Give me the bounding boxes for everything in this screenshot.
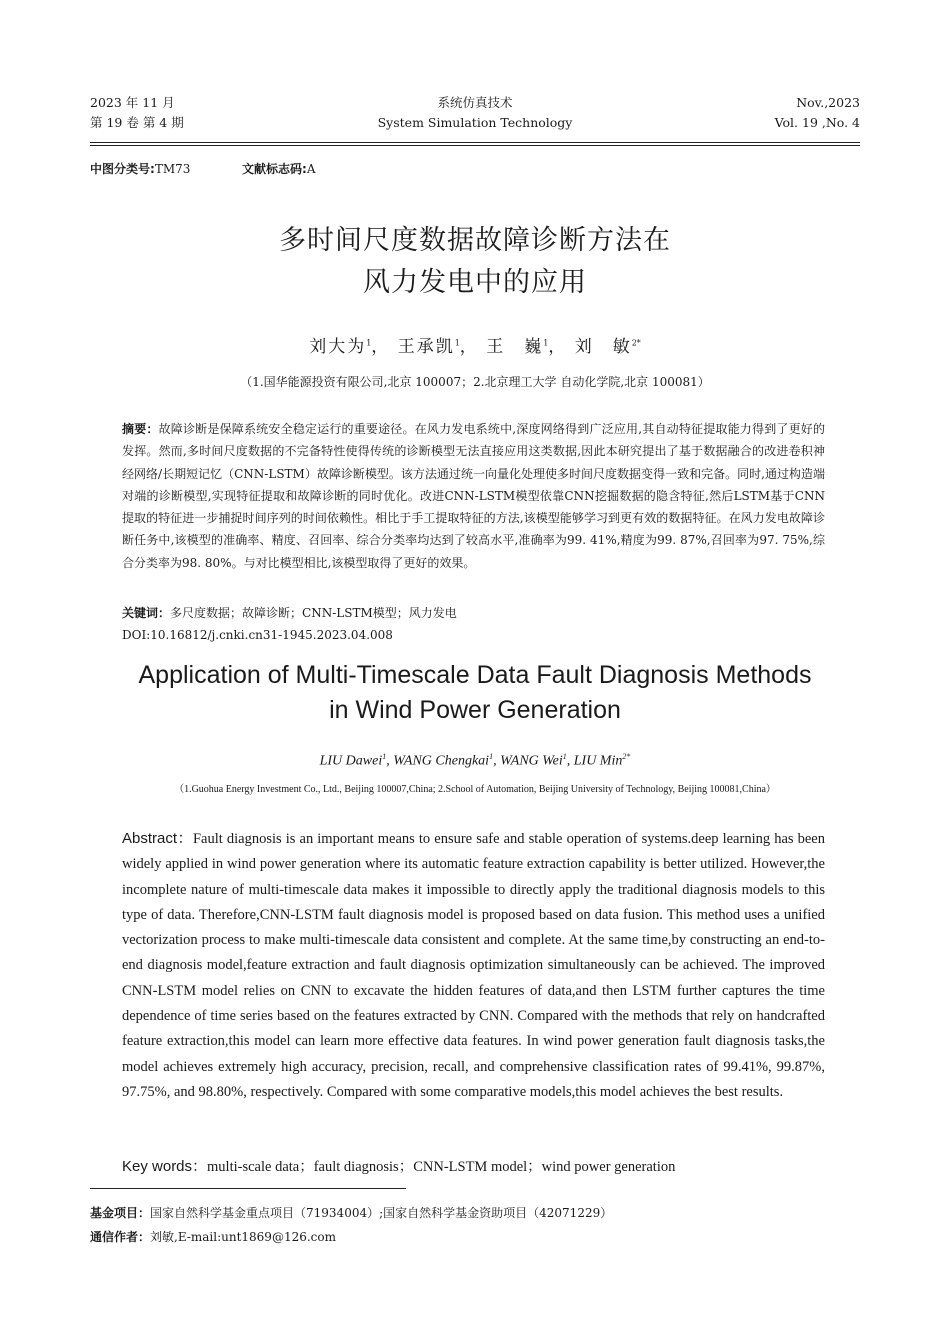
journal-name-cn: 系统仿真技术 (437, 95, 513, 110)
author-separator: , (566, 753, 574, 769)
title-cn-line1: 多时间尺度数据故障诊断方法在 (279, 225, 671, 256)
author-en: LIU Min (573, 753, 623, 769)
title-en (0, 658, 950, 728)
classification-line (90, 160, 316, 177)
author-separator: , (493, 753, 501, 769)
header-volume-en: Vol. 19 ,No. 4 (774, 115, 860, 130)
author-cn-affil-mark: 1 (366, 338, 372, 348)
author-separator: ， (459, 337, 487, 357)
clc-value: TM73 (154, 162, 191, 176)
doi: DOI:10.16812/j.cnki.cn31-1945.2023.04.008 (122, 628, 393, 642)
author-en-affil-mark: 1 (489, 752, 494, 761)
header-date-en: Nov.,2023 (796, 95, 860, 110)
author-separator: ， (548, 337, 575, 357)
funding-note (90, 1204, 612, 1221)
author-en: WANG Chengkai (393, 753, 490, 769)
author-separator: ， (371, 337, 398, 357)
keywords-en-text: multi-scale data；fault diagnosis；CNN-LSTM model；wind power generation (207, 1159, 676, 1175)
title-en-line2: in Wind Power Generation (329, 696, 621, 724)
abstract-en-text: Fault diagnosis is an important means to ensure safe and stable operation of systems.deep learning has been widely applied in wind power generation where its automatic feature extraction capability is better utilized. However,the incomplete nature of multi-timescale data makes it impossible to directly apply the traditional diagnosis models to this type of data. Therefore,CNN-LSTM fault diagnosis model is proposed based on data fusion. This method uses a unified vectorization process to make multi-timescale data consistent and complete. At the same time,by constructing an end-to-end diagnosis model,feature extraction and fault diagnosis optimization simultaneously can be achieved. The improved CNN-LSTM model relies on CNN to excavate the hidden features of data,and then LSTM further captures the time dependence of time series based on the features extracted by CNN. Compared with the methods that rely on handcrafted feature extraction,this model can learn more effective data features. In wind power generation fault diagnosis tasks,the model achieves extremely high accuracy, precision, recall, and comprehensive classification rates of 99.41%, 99.87%, 97.75%, and 98.80%, respectively. Compared with some comparative models,this model achieves the best results. (122, 831, 825, 1100)
header-rule-thin (90, 145, 860, 146)
author-en: LIU Dawei (319, 753, 383, 769)
abstract-en (122, 826, 825, 1105)
title-cn-line2: 风力发电中的应用 (363, 267, 587, 298)
funding-text: 国家自然科学基金重点项目（71934004）;国家自然科学基金资助项目（42071229） (150, 1206, 613, 1220)
clc-label: 中图分类号: (90, 162, 155, 176)
doc-code-label: 文献标志码: (242, 162, 307, 176)
corresponding-author (90, 1228, 336, 1245)
affiliation-cn: （1.国华能源投资有限公司,北京 100007；2.北京理工大学 自动化学院,北京 100081） (240, 375, 710, 389)
title-en-line1: Application of Multi-Timescale Data Fault Diagnosis Methods (138, 661, 812, 689)
header-center (90, 93, 860, 133)
author-en-affil-mark: 1 (382, 752, 387, 761)
corresponding-label: 通信作者： (90, 1230, 151, 1244)
abstract-cn (122, 418, 825, 574)
authors-en (0, 752, 950, 770)
author-cn-affil-mark: 1 (454, 338, 460, 348)
affiliation-en: （1.Guohua Energy Investment Co., Ltd., Beijing 100007,China; 2.School of Automation, Beijing University of Technology, Beijing 100081,China） (174, 784, 776, 795)
author-cn: 刘 敏 (574, 337, 632, 357)
keywords-cn-label: 关键词： (122, 606, 171, 620)
author-cn-affil-mark: 1 (543, 338, 549, 348)
keywords-cn (122, 604, 457, 621)
keywords-en (122, 1155, 675, 1176)
header-right (775, 93, 860, 133)
funding-label: 基金项目： (90, 1206, 151, 1220)
title-cn (0, 220, 950, 304)
author-en: WANG Wei (500, 753, 563, 769)
author-en-affil-mark: 2* (622, 752, 631, 761)
corresponding-text: 刘敏,E-mail:unt1869@126.com (150, 1230, 336, 1244)
abstract-en-label: Abstract： (122, 830, 193, 847)
header-volume-cn: 第 19 卷 第 4 期 (90, 115, 184, 130)
header-date-cn: 2023 年 11 月 (90, 95, 175, 110)
doc-code-value: A (306, 162, 316, 176)
author-cn: 王承凯 (397, 337, 455, 357)
author-en-affil-mark: 1 (562, 752, 567, 761)
abstract-cn-label: 摘要： (122, 422, 159, 436)
author-cn: 刘大为 (309, 337, 367, 357)
author-separator: , (386, 753, 394, 769)
authors-cn (0, 332, 950, 357)
running-header (90, 93, 860, 141)
header-rule-thick (90, 142, 860, 143)
footnote-rule (90, 1188, 406, 1189)
author-cn: 王 巍 (486, 337, 544, 357)
abstract-cn-text: 故障诊断是保障系统安全稳定运行的重要途径。在风力发电系统中,深度网络得到广泛应用,其自动特征提取能力得到了更好的发挥。然而,多时间尺度数据的不完备特性使得传统的诊断模型无法直接应用这类数据,因此本研究提出了基于数据融合的改进卷积神经网络/长期短记忆（CNN-LSTM）故障诊断模型。该方法通过统一向量化处理使多时间尺度数据变得一致和完备。同时,通过构造端对端的诊断模型,实现特征提取和故障诊断的同时优化。改进CNN-LSTM模型依靠CNN挖掘数据的隐含特征,然后LSTM基于CNN提取的特征进一步捕捉时间序列的时间依赖性。相比于手工提取特征的方法,该模型能够学习到更有效的数据特征。在风力发电故障诊断任务中,该模型的准确率、精度、召回率、综合分类率均达到了较高水平,准确率为99. 41%,精度为99. 87%,召回率为97. 75%,综合分类率为98. 80%。与对比模型相比,该模型取得了更好的效果。 (122, 422, 825, 570)
keywords-en-label: Key words： (122, 1158, 208, 1175)
keywords-cn-text: 多尺度数据；故障诊断；CNN-LSTM模型；风力发电 (170, 606, 457, 620)
journal-name-en: System Simulation Technology (377, 115, 573, 130)
author-cn-affil-mark: 2* (631, 338, 641, 348)
